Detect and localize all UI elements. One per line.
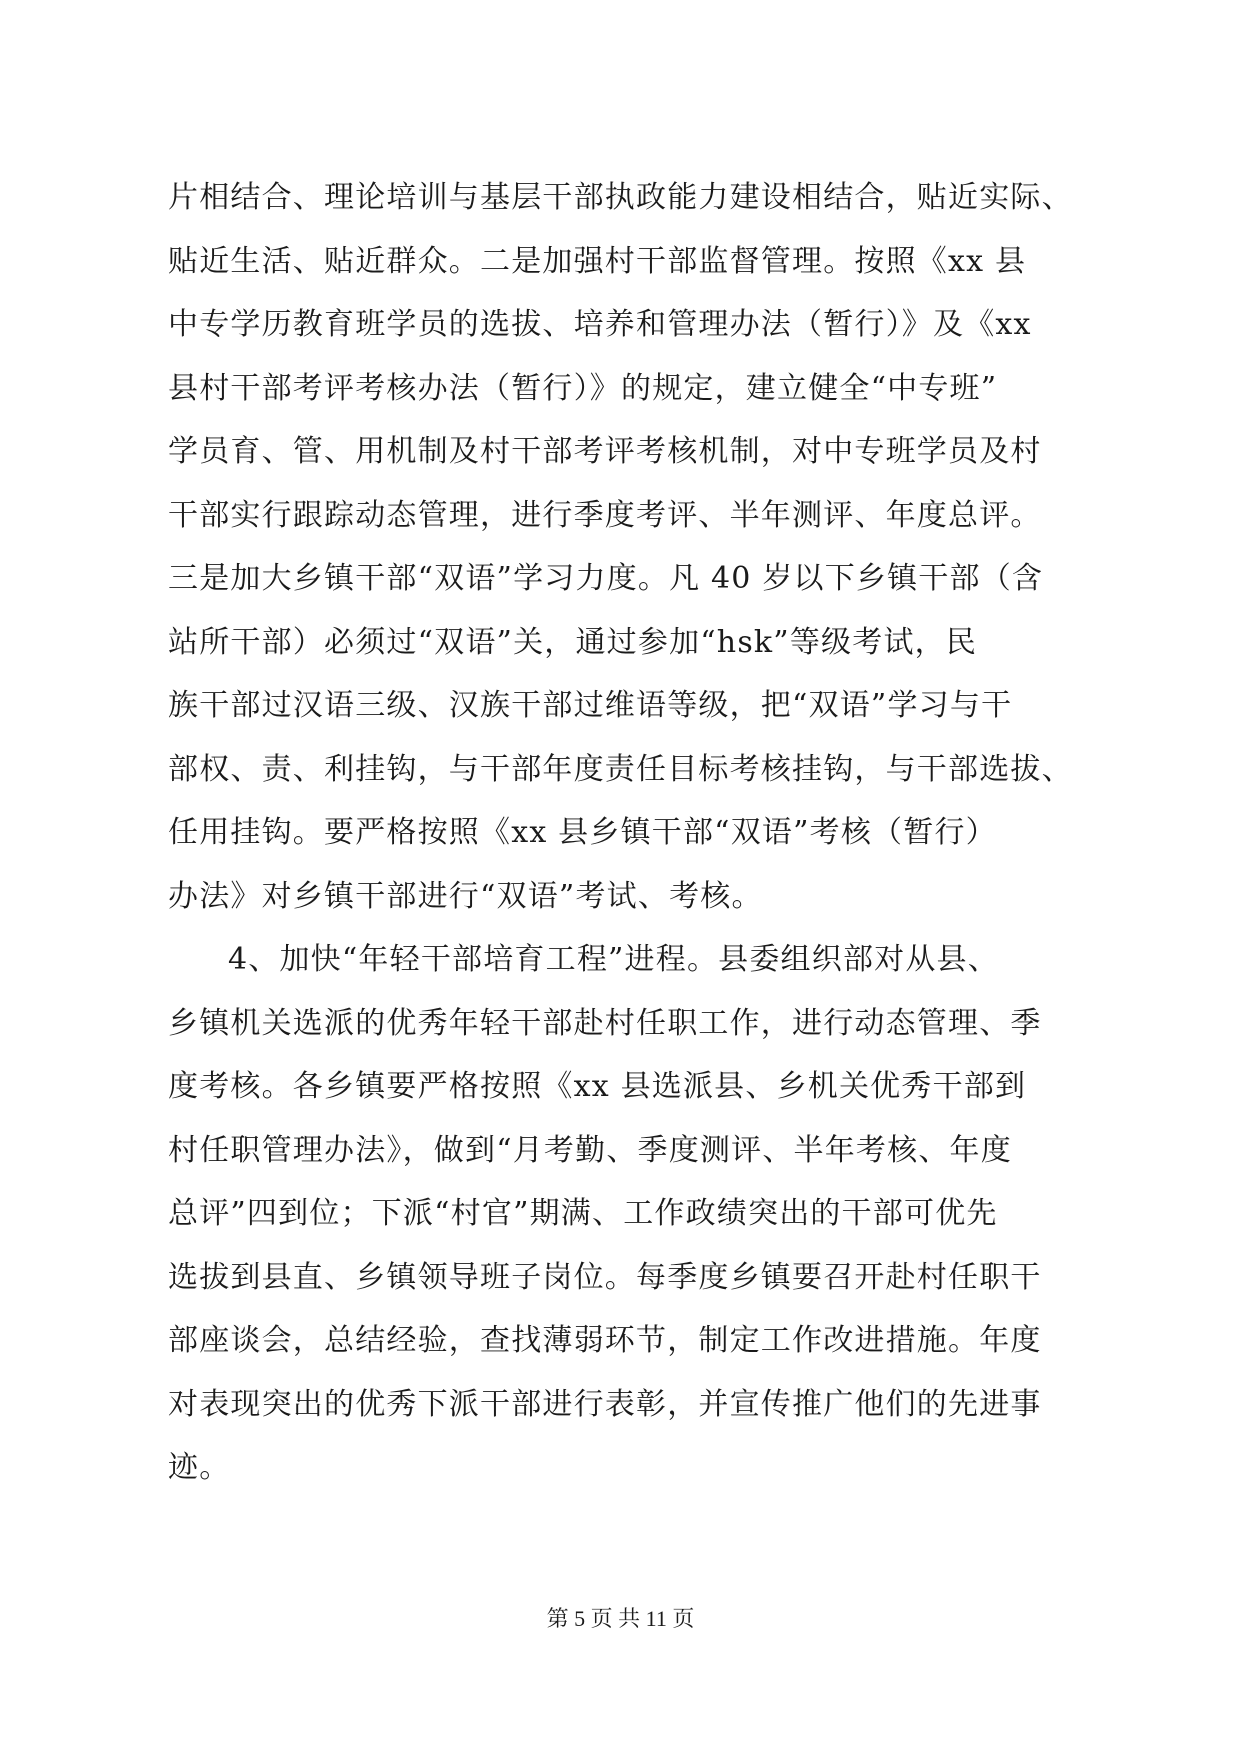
text-line: 部座谈会，总结经验，查找薄弱环节，制定工作改进措施。年度 bbox=[168, 1323, 1042, 1358]
text-line: 总评”四到位；下派“村官”期满、工作政绩突出的干部可优先 bbox=[168, 1196, 998, 1231]
text-line: 学员育、管、用机制及村干部考评考核机制，对中专班学员及村 bbox=[168, 434, 1042, 469]
text-line: 片相结合、理论培训与基层干部执政能力建设相结合，贴近实际、 bbox=[168, 180, 1073, 215]
text-line: 村任职管理办法》，做到“月考勤、季度测评、半年考核、年度 bbox=[168, 1132, 1012, 1168]
text-line: 三是加大乡镇干部“双语”学习力度。凡 40 岁以下乡镇干部（含 bbox=[168, 561, 1044, 596]
text-line: 选拔到县直、乡镇领导班子岗位。每季度乡镇要召开赴村任职干 bbox=[168, 1259, 1042, 1295]
text-line: 干部实行跟踪动态管理，进行季度考评、半年测评、年度总评。 bbox=[168, 497, 1042, 533]
text-line: 部权、责、利挂钩，与干部年度责任目标考核挂钩，与干部选拔、 bbox=[168, 751, 1073, 787]
text-line: 中专学历教育班学员的选拔、培养和管理办法（暂行）》及《xx bbox=[168, 307, 1032, 342]
paragraph-start-line: 4、加快“年轻干部培育工程”进程。县委组织部对从县、 bbox=[228, 942, 999, 977]
text-line: 贴近生活、贴近群众。二是加强村干部监督管理。按照《xx 县 bbox=[168, 243, 1027, 279]
text-line: 族干部过汉语三级、汉族干部过维语等级，把“双语”学习与干 bbox=[168, 688, 1013, 723]
text-line: 对表现突出的优秀下派干部进行表彰，并宣传推广他们的先进事 bbox=[168, 1386, 1042, 1422]
text-line: 任用挂钩。要严格按照《xx 县乡镇干部“双语”考核（暂行） bbox=[168, 815, 997, 850]
text-line: 办法》对乡镇干部进行“双语”考试、考核。 bbox=[168, 878, 763, 914]
text-line: 乡镇机关选派的优秀年轻干部赴村任职工作，进行动态管理、季 bbox=[168, 1005, 1042, 1041]
text-line: 度考核。各乡镇要严格按照《xx 县选派县、乡机关优秀干部到 bbox=[168, 1069, 1027, 1104]
page-number-footer: 第 5 页 共 11 页 bbox=[546, 1606, 695, 1631]
document-body bbox=[168, 166, 1078, 1500]
text-line: 县村干部考评考核办法（暂行）》的规定，建立健全“中专班” bbox=[168, 370, 998, 406]
text-line: 站所干部）必须过“双语”关，通过参加“hsk”等级考试，民 bbox=[168, 624, 978, 660]
text-line: 迹。 bbox=[168, 1450, 231, 1485]
